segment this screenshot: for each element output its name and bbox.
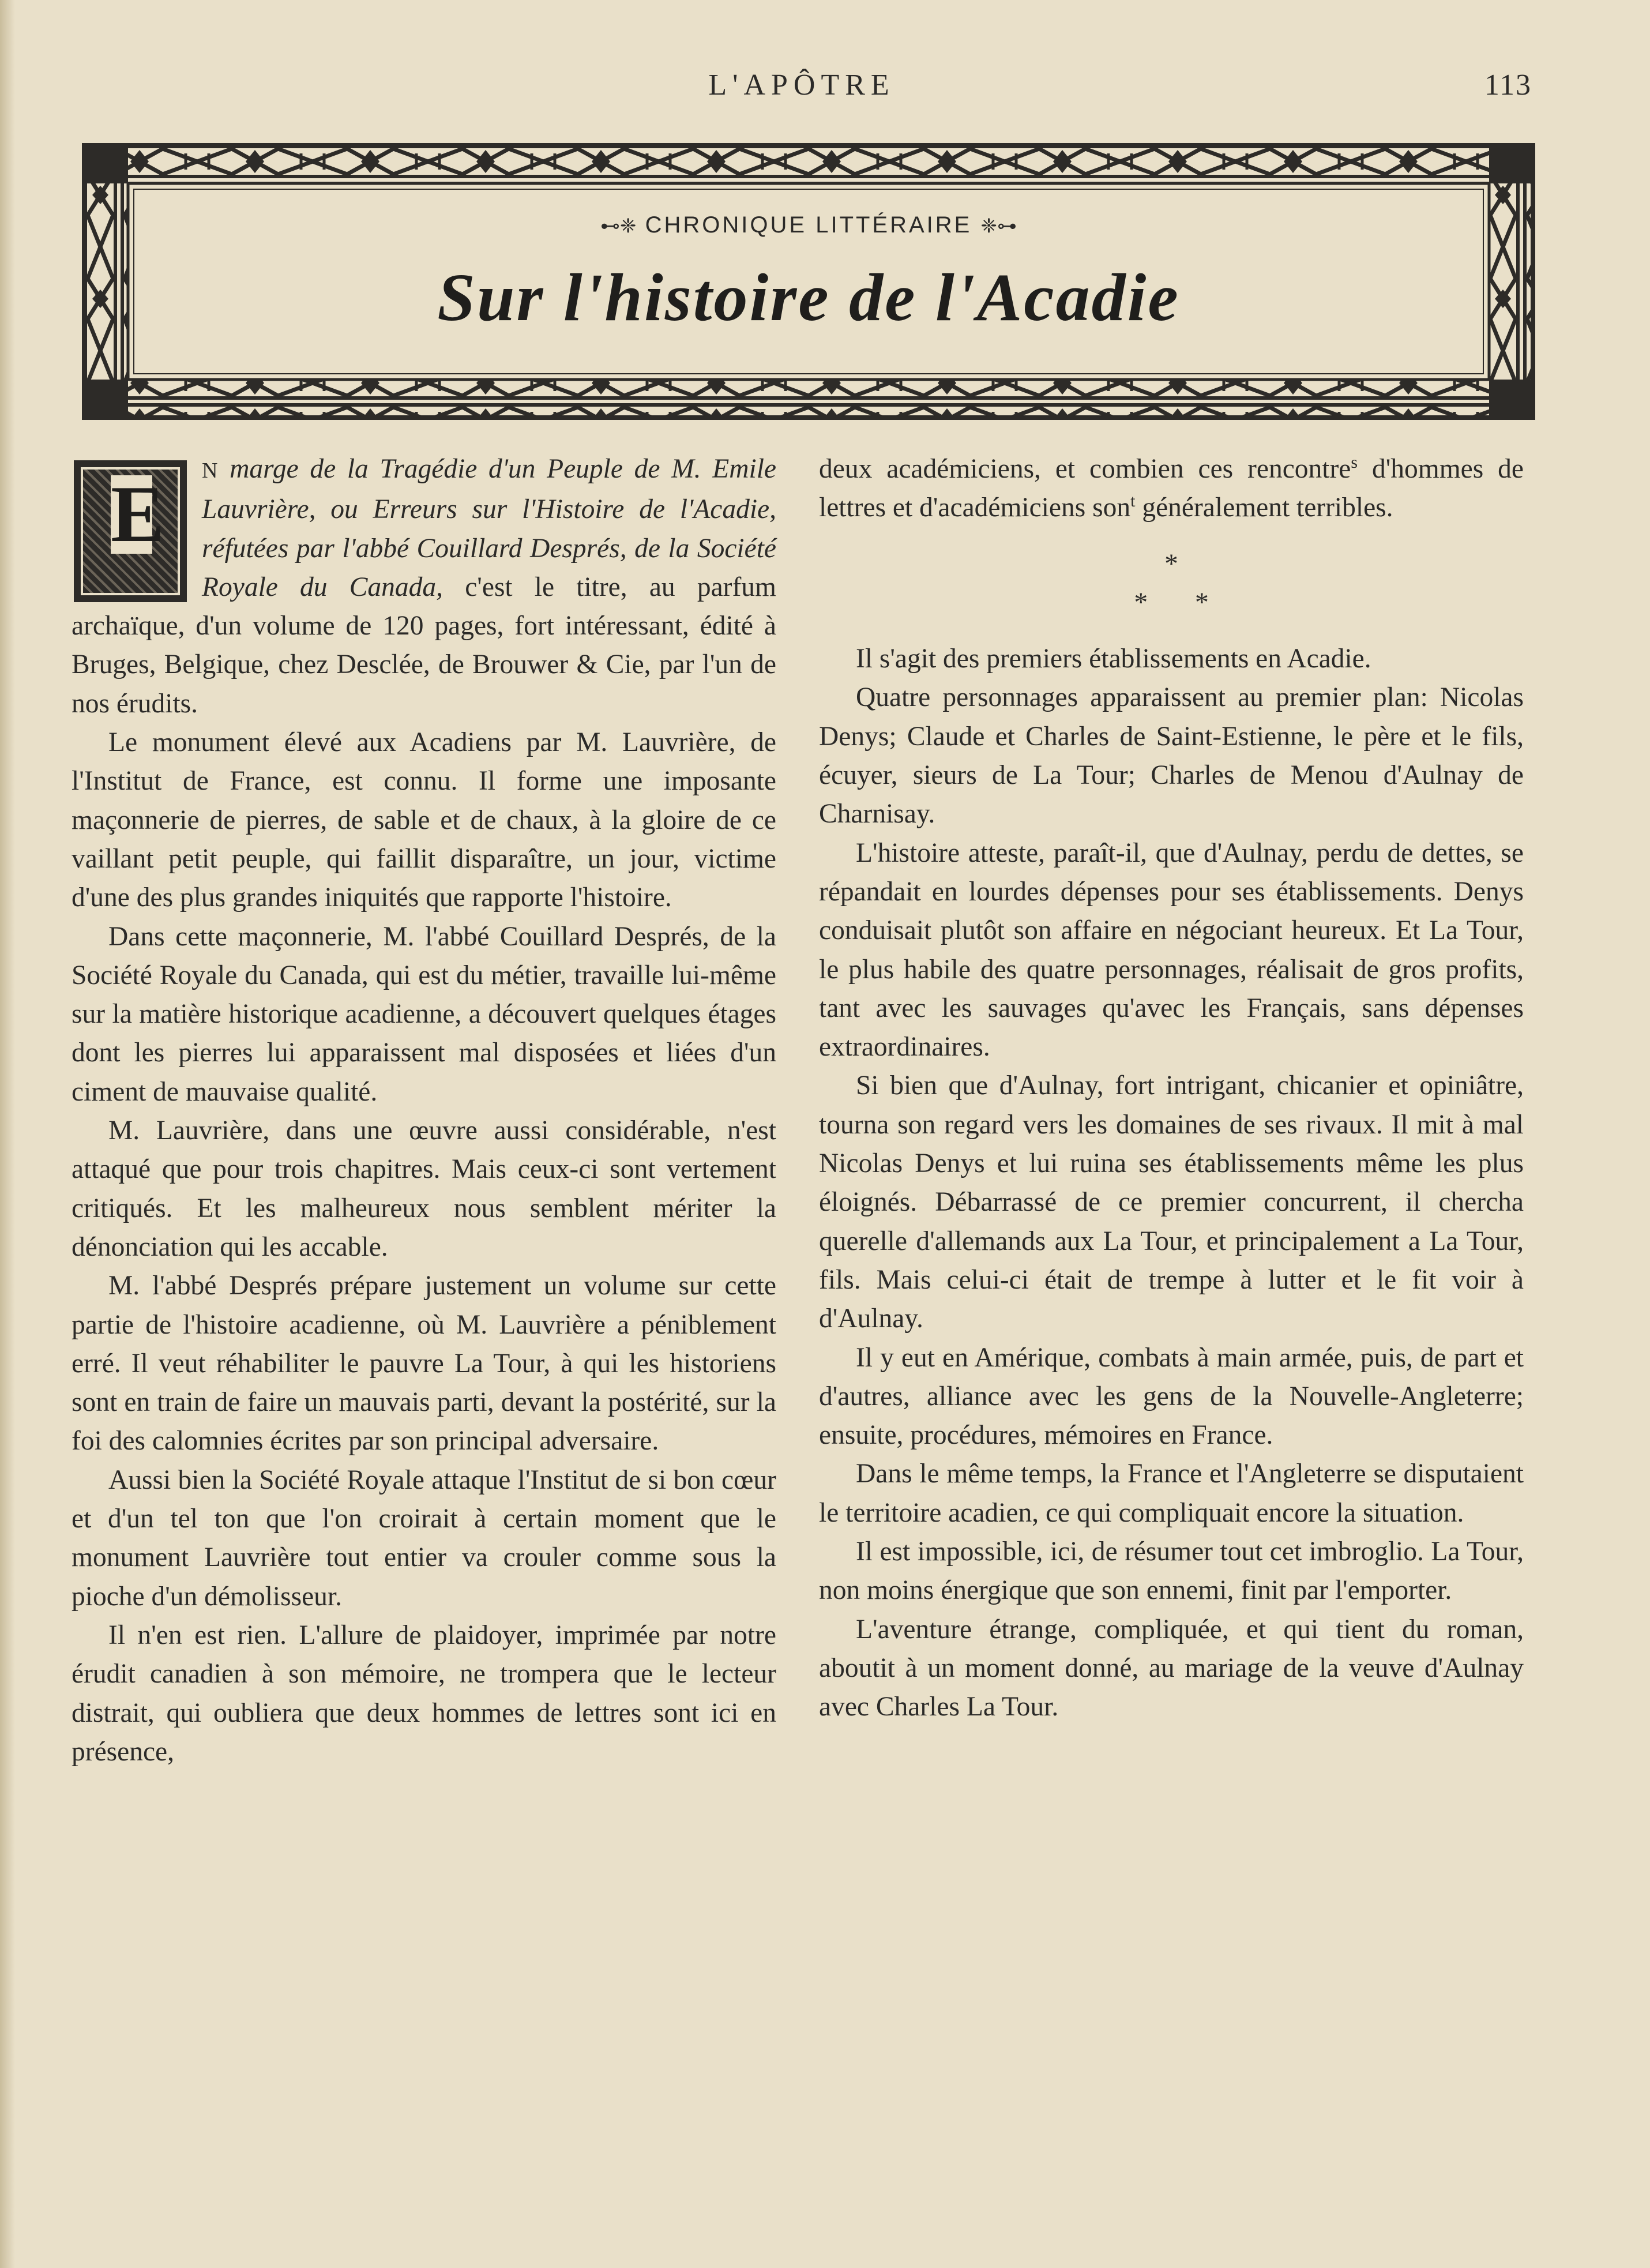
right-paragraph: Il s'agit des premiers établissements en Acadie. <box>856 644 1371 674</box>
asterism-bottom: * * <box>1134 587 1209 618</box>
right-paragraph: Il y eut en Amérique, combats à main armée, puis, de part et d'autres, alliance avec les gens de la Nouvelle-Angleterre; ensuite, procédures, mémoires en France. <box>819 1342 1524 1451</box>
right-paragraph: Dans le même temps, la France et l'Angleterre se disputaient le territoire acadien, ce qui compliquait encore la situation. <box>819 1459 1524 1528</box>
intro-italic: marge de la Tragédie d'un Peuple de M. Emile Lauvrière, ou Erreurs sur l'Histoire de l'Acadie, réfutées par l'abbé Couillard Després, de la Société Royale du Canada, <box>202 454 776 602</box>
right-column <box>819 450 1524 1727</box>
running-title: L'APÔTRE <box>708 69 895 102</box>
continuation-text: généralement terribles. <box>1135 493 1393 523</box>
left-paragraph: Dans cette maçonnerie, M. l'abbé Couillard Després, de la Société Royale du Canada, qui est du métier, travaille lui-même sur la matière historique acadienne, a découvert quelques étages dont les pierres lui apparaissent mal disposées et liées d'un ciment de mauvaise qualité. <box>72 921 776 1107</box>
running-header <box>0 68 1650 108</box>
section-separator <box>819 545 1524 623</box>
kicker-ornament-right: ❈⊶ <box>980 215 1017 237</box>
kicker-ornament-left: ⊷❈ <box>600 215 637 237</box>
left-paragraph: Aussi bien la Société Royale attaque l'Institut de si bon cœur et d'un tel ton que l'on croirait à certain moment que le monument Lauvrière tout entier va crouler comme sous la pioche d'un démolisseur. <box>72 1465 776 1612</box>
page-binding-edge <box>0 0 15 2268</box>
chronicle-banner <box>82 143 1535 420</box>
left-column <box>72 450 776 1771</box>
right-paragraph: Il est impossible, ici, de résumer tout cet imbroglio. La Tour, non moins énergique que son ennemi, finit par l'emporter. <box>819 1537 1524 1606</box>
intro-lead: N <box>202 459 219 483</box>
asterism-top: * <box>1164 549 1178 579</box>
dropcap-ornament <box>74 460 187 602</box>
right-paragraph: L'histoire atteste, paraît-il, que d'Aulnay, perdu de dettes, se répandait en lourdes dépenses pour ses établissements. Denys conduisait plutôt son affaire en négociant heureux. Et La Tour, le plus habile des quatre personnages, réalisait de gros profits, tant avec les sauvages qu'avec les Français, sans dépenses extraordinaires. <box>819 838 1524 1062</box>
kicker-text: CHRONIQUE LITTÉRAIRE <box>645 212 972 238</box>
continuation-sup: s <box>1351 453 1358 472</box>
article-title: Sur l'histoire de l'Acadie <box>437 260 1180 335</box>
left-paragraph: M. Lauvrière, dans une œuvre aussi considérable, n'est attaqué que pour trois chapitres. Mais ceux-ci sont vertement critiqués. Et les malheureux nous semblent mériter la dénonciation qui les accable. <box>72 1116 776 1262</box>
continuation-text: d'hommes de lettres et d'académiciens son <box>819 454 1524 523</box>
page-number: 113 <box>1484 69 1532 102</box>
right-paragraph: Quatre personnages apparaissent au premier plan: Nicolas Denys; Claude et Charles de Saint-Estienne, le père et le fils, écuyer, sieurs de La Tour; Charles de Menou d'Aulnay de Charnisay. <box>819 682 1524 829</box>
dropcap-letter: E <box>111 470 165 559</box>
right-paragraph: L'aventure étrange, compliquée, et qui tient du roman, aboutit à un moment donné, au mariage de la veuve d'Aulnay avec Charles La Tour. <box>819 1614 1524 1722</box>
right-paragraph: Si bien que d'Aulnay, fort intrigant, chicanier et opiniâtre, tourna son regard vers les domaines de ses rivaux. Il mit à mal Nicolas Denys et lui ruina ses établissements même les plus éloignés. Débarrassé de ce premier concurrent, il chercha querelle d'allemands aux La Tour, et principalement a La Tour, fils. Mais celui-ci était de trempe à lutter et le fit voir à d'Aulnay. <box>819 1071 1524 1334</box>
intro-rest: c'est le titre, au parfum archaïque, d'un volume de 120 pages, fort intéressant, édité à Bruges, Belgique, chez Desclée, de Brouwer & Cie, par l'un de nos érudits. <box>72 572 776 719</box>
left-paragraph: M. l'abbé Després prépare justement un volume sur cette partie de l'histoire acadienne, où M. Lauvrière a péniblement erré. Il veut réhabiliter le pauvre La Tour, à qui les historiens sont en train de faire un mauvais parti, devant la postérité, sur la foi des calomnies écrites par son principal adversaire. <box>72 1271 776 1456</box>
left-paragraph: Il n'en est rien. L'allure de plaidoyer, imprimée par notre érudit canadien à son mémoire, ne trompera que le lecteur distrait, qui oubliera que deux hommes de lettres sont ici en présence, <box>72 1620 776 1767</box>
continuation-paragraph <box>819 450 1524 528</box>
left-paragraph: Le monument élevé aux Acadiens par M. Lauvrière, de l'Institut de France, est connu. Il forme une imposante maçonnerie de pierres, de sable et de chaux, à la gloire de ce vaillant petit peuple, qui faillit disparaître, un jour, victime d'une des plus grandes iniquités que rapporte l'histoire. <box>72 727 776 913</box>
section-kicker <box>82 212 1535 238</box>
continuation-sup: t <box>1130 491 1136 511</box>
continuation-text: deux académiciens, et combien ces rencontre <box>819 454 1351 484</box>
